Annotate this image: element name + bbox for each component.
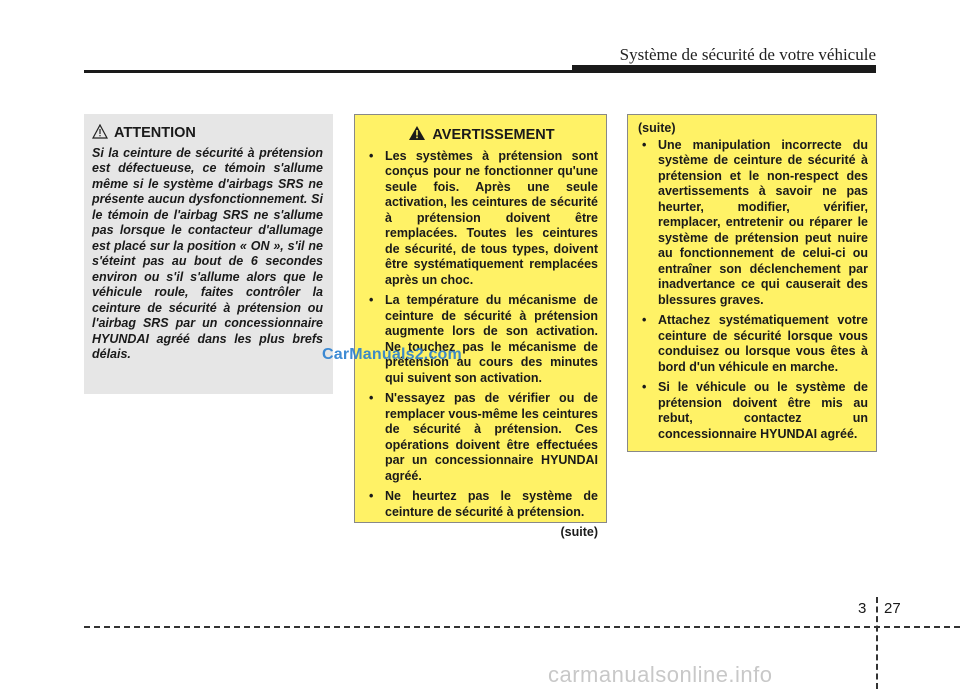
list-item: • Ne heurtez pas le système de ceinture de sécurité à prétension. xyxy=(365,489,598,520)
attention-heading: ATTENTION xyxy=(114,125,196,141)
page-number: 27 xyxy=(884,600,901,617)
footer-rule xyxy=(84,626,960,628)
attention-heading-row xyxy=(92,124,323,144)
warning-1-list xyxy=(365,149,598,521)
warning-triangle-icon xyxy=(408,125,426,146)
list-item: • Attachez systématiquement votre ceinture de sécurité lorsque vous conduisez ou lorsque vous êtes à bord d'un véhicule en marche. xyxy=(638,313,868,375)
warning-heading-row xyxy=(365,125,598,146)
list-item: • La température du mécanisme de ceinture de sécurité à prétension augmente lors de son activation. Ne touchez pas le mécanisme de prétension au cours des minutes qui suivent son activation. xyxy=(365,293,598,386)
watermark-carmanuals2: CarManuals2.com xyxy=(322,346,462,363)
warning-box-1 xyxy=(354,114,607,539)
chapter-number: 3 xyxy=(858,600,867,617)
warning-box-2 xyxy=(627,114,877,452)
caution-triangle-icon xyxy=(92,124,108,144)
attention-box xyxy=(84,114,333,394)
footer-separator xyxy=(876,597,878,689)
warning-heading: AVERTISSEMENT xyxy=(432,126,555,143)
attention-body: Si la ceinture de sécurité à prétension est défectueuse, ce témoin s'allume même si le système d'airbags SRS ne présente aucun dysfonctionnement. Si le témoin de l'airbag SRS ne s'allume pas lorsque le contacteur d'allumage est placé sur la position « ON », s'il ne s'éteint pas au bout de 6 secondes environ ou s'il s'allume alors que le véhicule roule, faites contrôler la ceinture de sécurité à prétension ou l'airbag SRS par un concessionnaire HYUNDAI agréé dans les plus brefs délais. xyxy=(92,145,323,361)
continued-label: (suite) xyxy=(560,525,598,539)
warning-2-list xyxy=(638,138,868,443)
page-header-title: Système de sécurité de votre véhicule xyxy=(619,45,876,64)
list-item: • Les systèmes à prétension sont conçus pour ne fonctionner qu'une seule fois. Après une seule activation, les ceintures de sécurité à prétension doivent être remplacées. Toutes les ceintures de sécurité, de tous types, doivent être systématiquement remplacées après un choc. xyxy=(365,149,598,289)
watermark-carmanualsonline: carmanualsonline.info xyxy=(548,662,773,687)
list-item: • Si le véhicule ou le système de prétension doivent être mis au rebut, contactez un concessionnaire HYUNDAI agréé. xyxy=(638,380,868,442)
continued-label: (suite) xyxy=(638,121,676,135)
header-rule-accent xyxy=(572,65,876,71)
list-item: • Une manipulation incorrecte du système de ceinture de sécurité à prétension et le non-respect des avertissements à savoir ne pas heurter, modifier, vérifier, remplacer, entretenir ou réparer le système de prétension peut nuire au fonctionnement de celui-ci ou entraîner son déclenchement par inadvertance ce qui causerait des blessures graves. xyxy=(638,138,868,309)
list-item: • N'essayez pas de vérifier ou de remplacer vous-même les ceintures de sécurité à prétension. Ces opérations doivent être effectuées par un concessionnaire HYUNDAI agréé. xyxy=(365,391,598,484)
